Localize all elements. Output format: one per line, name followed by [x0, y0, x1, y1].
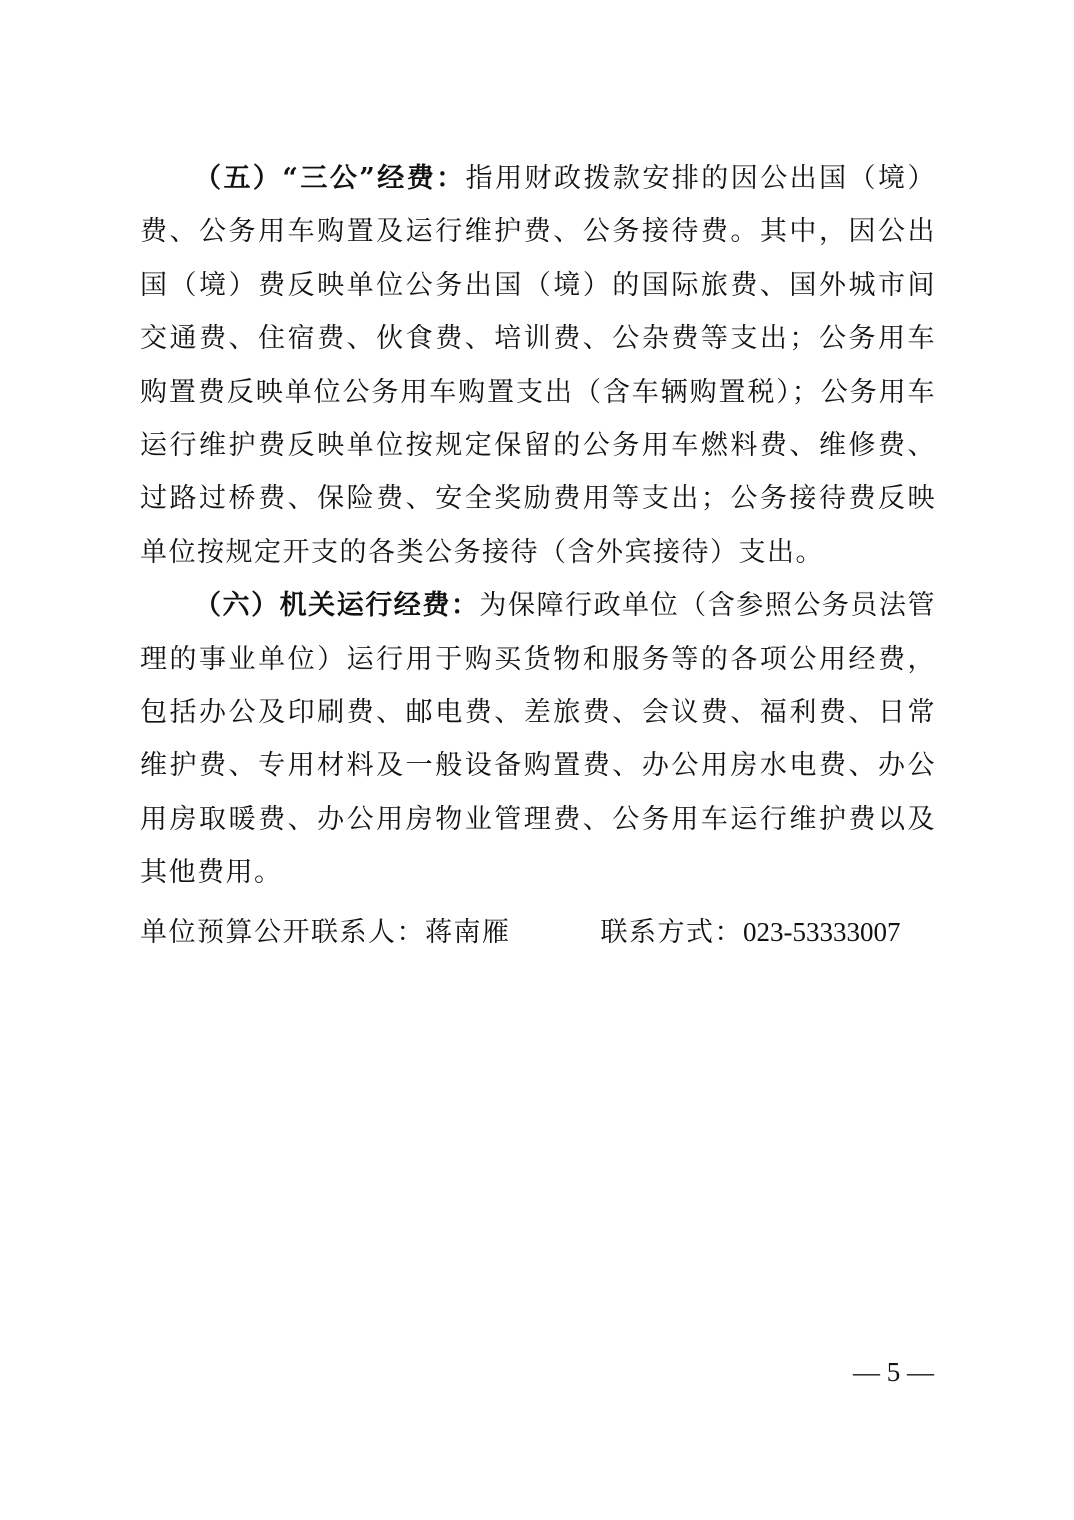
contact-phone-value: 023-53333007	[743, 917, 901, 947]
contact-phone-block	[601, 917, 901, 948]
contact-person-label: 单位预算公开联系人：	[140, 917, 425, 948]
document-body	[140, 152, 936, 900]
section-five-body: 指用财政拨款安排的因公出国（境）费、公务用车购置及运行维护费、公务接待费。其中，因公出国（境）费反映单位公务出国（境）的国际旅费、国外城市间交通费、住宿费、伙食费、培训费、公杂费等支出；公务用车购置费反映单位公务用车购置支出（含车辆购置税）；公务用车运行维护费反映单位按规定保留的公务用车燃料费、维修费、过路过桥费、保险费、安全奖励费用等支出；公务接待费反映单位按规定开支的各类公务接待（含外宾接待）支出。	[140, 163, 937, 568]
section-six-body: 为保障行政单位（含参照公务员法管理的事业单位）运行用于购买货物和服务等的各项公用经费，包括办公及印刷费、邮电费、差旅费、会议费、福利费、日常维护费、专用材料及一般设备购置费、办公用房水电费、办公用房取暖费、办公用房物业管理费、公务用车运行维护费以及其他费用。	[140, 590, 937, 889]
contact-person-name: 蒋南雁	[425, 917, 511, 948]
page-number: — 5 —	[853, 1357, 934, 1387]
section-six-paragraph	[140, 579, 936, 899]
section-five-heading: （五）“三公”经费：	[194, 163, 466, 194]
contact-phone-label: 联系方式：	[600, 917, 743, 948]
section-six-heading: （六）机关运行经费：	[194, 590, 480, 622]
section-five-paragraph	[140, 152, 936, 579]
contact-line	[140, 906, 940, 959]
